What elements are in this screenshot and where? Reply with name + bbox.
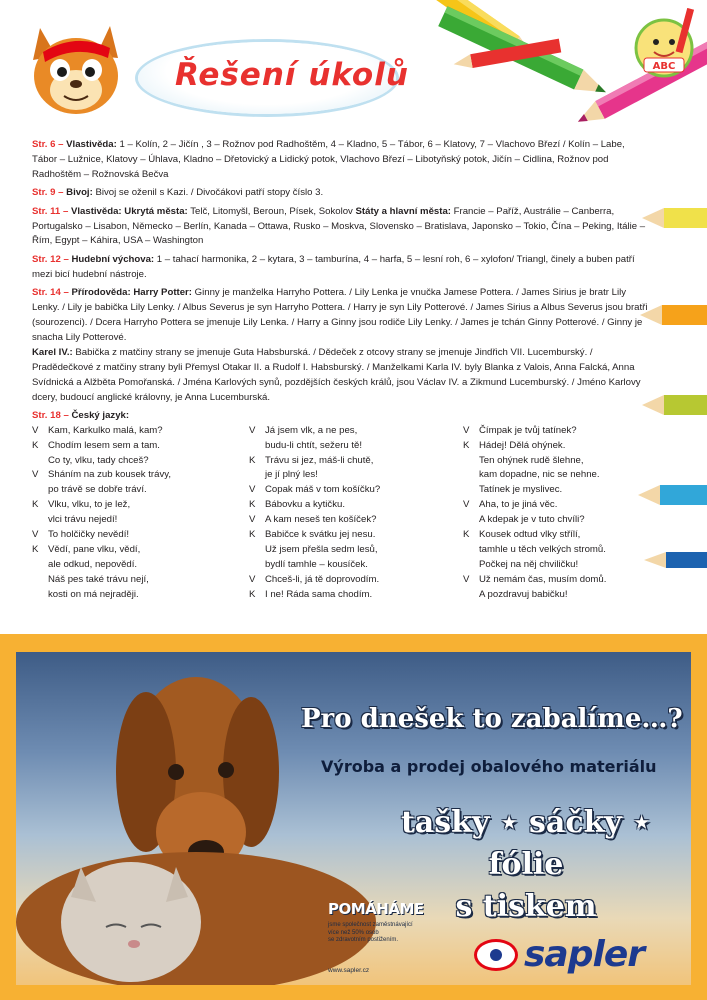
poem-text: Počkej na něj chviličku! xyxy=(479,558,579,570)
poem-text: A kam neseš ten košíček? xyxy=(265,514,377,526)
subject-label: Karel IV.: xyxy=(32,346,73,358)
poem-column xyxy=(463,424,648,603)
subject-label: Bivoj: xyxy=(66,187,93,199)
separator: – xyxy=(55,139,67,150)
poem-line xyxy=(249,513,463,528)
speaker-initial xyxy=(32,588,48,603)
answer-text: Babička z matčiny strany se jmenuje Guta Habsburská. / Dědeček z otcovy strany se jmenuje Jindřich VII. Lucemburský. / Pradědečkové z matčiny strany byli Přemysl Otakar II. a Rudolf I. Habsburský. / Manželkami Karla IV. byly Blanka z Valois, Anna Falcká, Anna Svídnická a Alžběta Pomořanská. / Jména Karlových synů, pozdějších českých králů, jsou Václav IV. a Zikmund Lucemburský. / Jméno Karlovy dcery, budoucí anglické královny, je Anna Lucemburská. xyxy=(32,346,641,403)
ad-products-line: s tiskem xyxy=(455,889,597,924)
sapler-logo-icon xyxy=(474,939,518,971)
speaker-initial xyxy=(249,439,265,454)
poem-column xyxy=(32,424,249,603)
poem-text: Co ty, vlku, tady chceš? xyxy=(48,454,149,466)
poem-line xyxy=(249,573,463,588)
poem-line xyxy=(32,424,249,439)
kid-abc-badge xyxy=(630,8,702,85)
speaker-initial xyxy=(463,513,479,528)
poem-text: A pozdravuj babičku! xyxy=(479,588,568,600)
speaker-initial: V xyxy=(463,573,470,585)
page-title: Řešení úkolů xyxy=(175,57,409,93)
poem-text: To holčičky nevědí! xyxy=(48,529,130,541)
poem-line xyxy=(32,573,249,588)
poem-text: Aha, to je jiná věc. xyxy=(479,499,558,511)
poem-text: Sháním na zub kousek trávy, xyxy=(48,469,172,481)
poem-line xyxy=(463,468,648,483)
poem-text: kam dopadne, nic se nehne. xyxy=(479,469,600,481)
speaker-initial xyxy=(463,454,479,469)
poem-line xyxy=(249,483,463,498)
speaker-initial xyxy=(32,513,48,528)
poem-text: Chceš-li, já tě doprovodím. xyxy=(265,573,380,585)
poem-line xyxy=(249,454,463,469)
poem-line xyxy=(32,543,249,558)
poem-line xyxy=(249,543,463,558)
speaker-initial xyxy=(32,558,48,573)
solution-paragraph xyxy=(32,346,652,406)
speaker-initial: K xyxy=(32,499,39,511)
poem-text: Kousek odtud vlky střílí, xyxy=(479,529,581,541)
pomahame-title: POMÁHÁME xyxy=(328,900,424,918)
pomahame-badge xyxy=(328,900,424,945)
speaker-initial xyxy=(463,588,479,603)
poem-line xyxy=(249,424,463,439)
poem-line xyxy=(463,573,648,588)
poem-text: Ten ohýnek rudě šlehne, xyxy=(479,454,584,466)
sapler-brand-text: sapler xyxy=(524,934,644,975)
poem-text: A kdepak je v tuto chvíli? xyxy=(479,514,585,526)
poem-line xyxy=(32,588,249,603)
poem-line xyxy=(32,454,249,469)
poem-line xyxy=(249,439,463,454)
answer-text: Ginny je manželka Harryho Pottera. / Lily Lenka je vnučka Jamese Pottera. / James Sirius je bratr Lily Lenky. / Lily je babička Lily Lenky. / Albus Severus je syn Harryho Pottera. / Harry je syn Lily Potterové. / James Sirius a Albus Severus jsou bratři (sourozenci). / Dcera Harryho Pottera se jmenuje Lily Lenka. / Harry a Ginny jsou rodiče Lily Lenky. / James je tchán Ginny Potterové. / Ginny je snacha Lily Potterové. xyxy=(32,287,648,343)
page-ref: Str. 6 xyxy=(32,139,56,150)
speaker-initial xyxy=(463,483,479,498)
solution-paragraph xyxy=(32,138,652,183)
speaker-initial: V xyxy=(249,424,256,436)
page-ref: Str. 14 xyxy=(32,287,61,299)
speaker-initial: V xyxy=(463,499,470,511)
speaker-initial: V xyxy=(32,424,39,436)
poem-line xyxy=(463,528,648,543)
poem-line xyxy=(249,468,463,483)
poem-line xyxy=(463,513,648,528)
poem-text: je jí plný les! xyxy=(265,469,318,481)
separator: – xyxy=(60,205,71,217)
answer-text: 1 – Kolín, 2 – Jičín , 3 – Rožnov pod Radhoštěm, 4 – Kladno, 5 – Tábor, 6 – Klatovy, 7 – Vlachovo Březí / Kolín – Labe, Tábor – Lužnice, Klatovy – Úhlava, Kladno – Dřetovický a Lidický potok, Vlachovo Březí – Libotyňský potok, Jičín – Cidlina, Rožnov pod Radhoštěm – Rožnovská Bečva xyxy=(32,139,625,180)
speaker-initial: K xyxy=(249,454,256,466)
page-ref: Str. 18 xyxy=(32,409,61,421)
poem-text: ale odkud, nepovědí. xyxy=(48,558,138,570)
poem-text: Hádej! Dělá ohýnek. xyxy=(479,439,566,451)
speaker-initial xyxy=(32,454,48,469)
poem-line xyxy=(32,558,249,573)
poem-line xyxy=(249,588,463,603)
ad-products-line: tašky ⋆ sáčky ⋆ fólie xyxy=(400,805,652,882)
poem-text: budu-li chtít, sežeru tě! xyxy=(265,439,363,451)
speaker-initial: K xyxy=(249,529,256,541)
subject-label: Přírodověda: Harry Potter: xyxy=(71,287,192,299)
speaker-initial: V xyxy=(249,514,256,526)
pomahame-line: více než 50% osob xyxy=(328,929,379,936)
poem-text: tamhle u těch velkých stromů. xyxy=(479,543,606,555)
pomahame-text xyxy=(328,922,424,945)
poem-line xyxy=(249,558,463,573)
poem-line xyxy=(32,528,249,543)
poem-text: Už jsem přešla sedm lesů, xyxy=(265,543,378,555)
separator: – xyxy=(60,287,72,299)
poem-line xyxy=(463,424,648,439)
page-header xyxy=(0,0,707,140)
poem-line xyxy=(249,498,463,513)
pomahame-line: se zdravotním postižením. xyxy=(328,937,399,943)
answer-text: Telč, Litomyšl, Beroun, Písek, Sokolov xyxy=(187,205,356,217)
speaker-initial xyxy=(32,483,48,498)
poem-line xyxy=(463,558,648,573)
poem-text: Čímpak je tvůj tatínek? xyxy=(479,424,577,436)
poem-text: Chodím lesem sem a tam. xyxy=(48,439,160,451)
poem-text: Trávu si jez, máš-li chutě, xyxy=(265,454,374,466)
speaker-initial: V xyxy=(32,529,39,541)
poem-line xyxy=(249,528,463,543)
solution-paragraph xyxy=(32,286,652,346)
poem-text: Copak máš v tom košíčku? xyxy=(265,484,381,496)
poem-text: Náš pes také trávu nejí, xyxy=(48,573,149,585)
solution-paragraph xyxy=(32,205,652,250)
poem-line xyxy=(463,454,648,469)
poem-text: Babičce k svátku jej nesu. xyxy=(265,529,376,541)
poem-line xyxy=(463,439,648,454)
poem-line xyxy=(32,468,249,483)
poem-text: vlci trávu nejedí! xyxy=(48,514,118,526)
poem-line xyxy=(463,498,648,513)
subject-label: Vlastivěda: xyxy=(66,139,117,150)
subject-label: Vlastivěda: Ukrytá města: xyxy=(70,205,188,217)
speaker-initial xyxy=(249,543,265,558)
poem-line xyxy=(463,483,648,498)
page-ref: Str. 12 xyxy=(32,253,61,265)
speaker-initial xyxy=(463,468,479,483)
poem-text: Bábovku a kytičku. xyxy=(265,499,345,511)
kid-face-icon xyxy=(630,8,702,80)
speaker-initial: K xyxy=(463,529,470,541)
speaker-initial xyxy=(463,558,479,573)
solutions-text xyxy=(32,138,652,603)
poem-text: po trávě se dobře tráví. xyxy=(48,484,147,496)
page-ref: Str. 11 xyxy=(32,205,61,217)
ad-website-link[interactable]: www.sapler.cz xyxy=(328,967,370,974)
speaker-initial xyxy=(249,558,265,573)
poem-text: bydlí tamhle – kousíček. xyxy=(265,558,368,570)
ad-image-area xyxy=(16,652,691,985)
kid-badge-text: ABC xyxy=(652,61,676,72)
separator: – xyxy=(60,409,72,421)
poem-text: I ne! Ráda sama chodím. xyxy=(265,588,373,600)
poem-text: Tatínek je myslivec. xyxy=(479,484,563,496)
answer-text: 1 – tahací harmonika, 2 – kytara, 3 – tamburína, 4 – harfa, 5 – lesní roh, 6 – xylofon/ Triangl, činely a buben patří mezi bicí hudební nástroje. xyxy=(32,253,635,280)
speaker-initial: V xyxy=(249,573,256,585)
speaker-initial xyxy=(32,573,48,588)
ad-headline: Pro dnešek to zabalíme…? xyxy=(301,704,683,734)
ad-subline: Výroba a prodej obalového materiálu xyxy=(321,757,657,776)
poem-text: Kam, Karkulko malá, kam? xyxy=(48,424,163,436)
solution-paragraph xyxy=(32,186,652,201)
speaker-initial: K xyxy=(32,543,39,555)
speaker-initial: K xyxy=(463,439,470,451)
solution-paragraph xyxy=(32,253,652,283)
subject-label: Český jazyk: xyxy=(71,409,130,421)
sapler-logo[interactable] xyxy=(474,934,644,975)
poem-text: kosti on má nejraději. xyxy=(48,588,139,600)
answer-text: Francie – Paříž, Austrálie – Canberra, Portugalsko – Lisabon, Německo – Berlín, Kanada – Ottawa, Rusko – Moskva, Slovensko – Bratislava, Japonsko – Tokio, Čína – Peking, Itálie – Řím, Egypt – Káhira, USA – Washington xyxy=(32,205,646,247)
poem-columns xyxy=(32,424,652,603)
pomahame-line: jsme společnost zaměstnávající xyxy=(328,922,413,928)
poem-text: Vlku, vlku, to je lež, xyxy=(48,499,131,511)
page-ref: Str. 9 xyxy=(32,187,56,199)
solution-paragraph xyxy=(32,409,652,424)
separator: – xyxy=(60,253,72,265)
speaker-initial xyxy=(463,543,479,558)
squirrel-mascot-icon xyxy=(18,18,133,123)
advertisement-banner[interactable] xyxy=(0,634,707,1000)
speaker-initial: V xyxy=(249,484,256,496)
poem-line xyxy=(32,439,249,454)
speaker-initial: K xyxy=(32,439,39,451)
speaker-initial: K xyxy=(249,499,256,511)
poem-line xyxy=(32,483,249,498)
poem-text: Vědí, pane vlku, vědí, xyxy=(48,543,141,555)
poem-text: Já jsem vlk, a ne pes, xyxy=(265,424,358,436)
poem-column xyxy=(249,424,463,603)
separator: – xyxy=(55,187,67,199)
speaker-initial: V xyxy=(463,424,470,436)
poem-line xyxy=(463,588,648,603)
subject-label: Státy a hlavní města: xyxy=(355,205,451,217)
subject-label: Hudební výchova: xyxy=(71,253,155,265)
poem-line xyxy=(32,498,249,513)
speaker-initial xyxy=(249,468,265,483)
poem-text: Už nemám čas, musím domů. xyxy=(479,573,607,585)
speaker-initial: K xyxy=(249,588,256,600)
speaker-initial: V xyxy=(32,469,39,481)
poem-line xyxy=(463,543,648,558)
poem-line xyxy=(32,513,249,528)
answer-text: Bivoj se oženil s Kazi. / Divočákovi patří stopy číslo 3. xyxy=(92,187,324,199)
